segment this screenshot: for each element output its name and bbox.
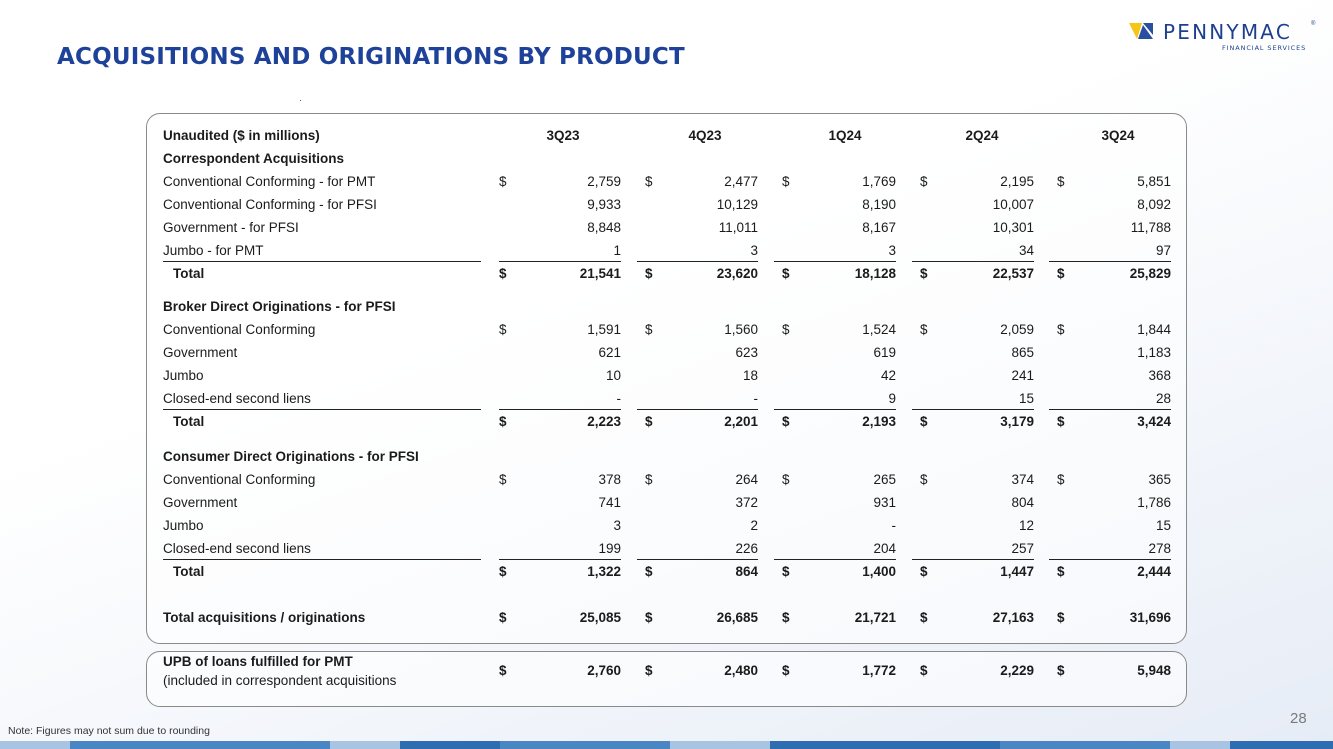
value-cell: 5,851 xyxy=(1137,174,1171,189)
value-cell: 1,786 xyxy=(1137,495,1171,510)
value-cell: 264 xyxy=(735,472,758,487)
table-row-label: Government xyxy=(163,345,238,360)
value-cell: 1,447 xyxy=(1000,564,1034,579)
currency-symbol: $ xyxy=(782,174,790,189)
value-underline xyxy=(637,409,758,410)
footnote: Note: Figures may not sum due to rounding xyxy=(8,725,210,737)
label-underline xyxy=(163,261,481,262)
value-cell: 3,424 xyxy=(1137,414,1171,429)
page-title: ACQUISITIONS AND ORIGINATIONS BY PRODUCT xyxy=(57,44,685,70)
value-underline xyxy=(774,261,896,262)
section-title-label: Broker Direct Originations - for PFSI xyxy=(163,299,396,314)
value-cell: 8,190 xyxy=(862,197,896,212)
currency-symbol: $ xyxy=(499,174,507,189)
value-cell: 1 xyxy=(613,243,621,258)
table-row xyxy=(0,241,1333,261)
total-row xyxy=(0,264,1333,284)
currency-symbol: $ xyxy=(645,322,653,337)
section-title xyxy=(0,297,1333,317)
value-cell: 1,400 xyxy=(862,564,896,579)
table-row xyxy=(0,366,1333,386)
value-cell: - xyxy=(891,518,896,533)
grand-total-row xyxy=(0,608,1333,628)
value-cell: 623 xyxy=(735,345,758,360)
currency-symbol: $ xyxy=(499,266,507,281)
table-row xyxy=(0,516,1333,536)
currency-symbol: $ xyxy=(1057,610,1065,625)
period-header: 3Q23 xyxy=(546,128,580,143)
currency-symbol: $ xyxy=(1057,322,1065,337)
total-row xyxy=(0,562,1333,582)
table-row xyxy=(0,218,1333,238)
pennymac-logo xyxy=(1129,20,1314,56)
pennymac-logo-icon xyxy=(1129,23,1153,39)
currency-symbol: $ xyxy=(920,663,928,678)
value-underline xyxy=(912,261,1034,262)
value-cell: 368 xyxy=(1148,368,1171,383)
currency-symbol: $ xyxy=(499,414,507,429)
section-title-label: Correspondent Acquisitions xyxy=(163,151,345,166)
total-row-label: Total xyxy=(173,266,205,281)
value-underline xyxy=(499,559,621,560)
value-cell: 1,591 xyxy=(587,322,621,337)
period-header: 3Q24 xyxy=(1101,128,1135,143)
table-row-label: Closed-end second liens xyxy=(163,541,311,556)
value-cell: 5,948 xyxy=(1137,663,1171,678)
value-cell: 2,229 xyxy=(1000,663,1034,678)
value-cell: 21,721 xyxy=(854,610,896,625)
value-underline xyxy=(912,559,1034,560)
table-row xyxy=(0,539,1333,559)
value-cell: 804 xyxy=(1011,495,1034,510)
table-row xyxy=(0,320,1333,340)
value-cell: 42 xyxy=(880,368,896,383)
table-row-label: Jumbo xyxy=(163,518,204,533)
page-number: 28 xyxy=(1290,710,1307,727)
value-cell: 265 xyxy=(873,472,896,487)
period-header: 4Q23 xyxy=(688,128,722,143)
currency-symbol: $ xyxy=(920,472,928,487)
value-cell: 931 xyxy=(873,495,896,510)
value-cell: - xyxy=(753,391,758,406)
value-cell: 374 xyxy=(1011,472,1034,487)
value-underline xyxy=(499,409,621,410)
value-underline xyxy=(637,261,758,262)
value-cell: 97 xyxy=(1155,243,1171,258)
table-row xyxy=(0,172,1333,192)
currency-symbol: $ xyxy=(782,414,790,429)
currency-symbol: $ xyxy=(645,414,653,429)
logo-wordmark: PENNYMAC xyxy=(1163,20,1292,44)
value-cell: 1,844 xyxy=(1137,322,1171,337)
currency-symbol: $ xyxy=(782,322,790,337)
value-cell: 864 xyxy=(735,564,758,579)
upb-label-line2: (included in correspondent acquisitions xyxy=(163,673,397,688)
total-row-label: Total xyxy=(173,414,205,429)
value-cell: 619 xyxy=(873,345,896,360)
value-cell: 22,537 xyxy=(992,266,1034,281)
section-title xyxy=(0,447,1333,467)
value-cell: 2,193 xyxy=(862,414,896,429)
currency-symbol: $ xyxy=(499,663,507,678)
currency-symbol: $ xyxy=(920,266,928,281)
currency-symbol: $ xyxy=(920,322,928,337)
value-cell: 10,129 xyxy=(716,197,758,212)
value-cell: 372 xyxy=(735,495,758,510)
value-cell: 10,007 xyxy=(992,197,1034,212)
value-cell: 3 xyxy=(888,243,896,258)
table-row xyxy=(0,343,1333,363)
value-cell: 21,541 xyxy=(579,266,621,281)
value-cell: 241 xyxy=(1011,368,1034,383)
value-cell: 9,933 xyxy=(587,197,621,212)
currency-symbol: $ xyxy=(645,564,653,579)
value-cell: 1,560 xyxy=(724,322,758,337)
currency-symbol: $ xyxy=(782,266,790,281)
value-cell: 2,444 xyxy=(1137,564,1171,579)
table-row xyxy=(0,389,1333,409)
value-cell: 2,223 xyxy=(587,414,621,429)
label-underline xyxy=(163,409,481,410)
currency-symbol: $ xyxy=(645,266,653,281)
value-underline xyxy=(499,261,621,262)
value-underline xyxy=(774,409,896,410)
grand-total-row-label: Total acquisitions / originations xyxy=(163,610,366,625)
value-cell: 2,201 xyxy=(724,414,758,429)
value-cell: 18 xyxy=(742,368,758,383)
table-row xyxy=(0,493,1333,513)
currency-symbol: $ xyxy=(782,610,790,625)
value-cell: 199 xyxy=(598,541,621,556)
value-cell: 8,092 xyxy=(1137,197,1171,212)
value-cell: 1,183 xyxy=(1137,345,1171,360)
value-cell: 1,769 xyxy=(862,174,896,189)
value-cell: 226 xyxy=(735,541,758,556)
value-cell: 15 xyxy=(1155,518,1171,533)
table-row xyxy=(0,195,1333,215)
table-row-label: Conventional Conforming xyxy=(163,472,316,487)
value-cell: 865 xyxy=(1011,345,1034,360)
footer-strip xyxy=(0,741,1333,749)
value-cell: 2,759 xyxy=(587,174,621,189)
value-cell: 2,760 xyxy=(587,663,621,678)
value-cell: 31,696 xyxy=(1129,610,1171,625)
currency-symbol: $ xyxy=(1057,564,1065,579)
value-cell: 1,524 xyxy=(862,322,896,337)
currency-symbol: $ xyxy=(499,472,507,487)
currency-symbol: $ xyxy=(1057,174,1065,189)
currency-symbol: $ xyxy=(1057,414,1065,429)
section-title-label: Consumer Direct Originations - for PFSI xyxy=(163,449,419,464)
stray-dot xyxy=(300,100,301,101)
table-row-label: Closed-end second liens xyxy=(163,391,311,406)
table-row-label: Conventional Conforming - for PMT xyxy=(163,174,376,189)
value-cell: 25,829 xyxy=(1129,266,1171,281)
value-cell: 3,179 xyxy=(1000,414,1034,429)
value-cell: 25,085 xyxy=(579,610,621,625)
value-cell: 11,011 xyxy=(718,220,758,235)
value-cell: 365 xyxy=(1148,472,1171,487)
value-cell: 8,167 xyxy=(862,220,896,235)
table-row-label: Government xyxy=(163,495,238,510)
value-underline xyxy=(774,559,896,560)
value-cell: 10 xyxy=(605,368,621,383)
value-cell: 34 xyxy=(1018,243,1034,258)
value-cell: 378 xyxy=(598,472,621,487)
currency-symbol: $ xyxy=(782,472,790,487)
currency-symbol: $ xyxy=(645,472,653,487)
value-cell: 27,163 xyxy=(992,610,1034,625)
currency-symbol: $ xyxy=(499,564,507,579)
value-cell: 278 xyxy=(1148,541,1171,556)
table-header-label: Unaudited ($ in millions) xyxy=(163,128,320,143)
value-underline xyxy=(912,409,1034,410)
value-underline xyxy=(1049,559,1171,560)
currency-symbol: $ xyxy=(920,414,928,429)
currency-symbol: $ xyxy=(782,564,790,579)
currency-symbol: $ xyxy=(499,610,507,625)
value-cell: 2,059 xyxy=(1000,322,1034,337)
currency-symbol: $ xyxy=(645,174,653,189)
table-row-label: Jumbo - for PMT xyxy=(163,243,264,258)
table-row xyxy=(0,470,1333,490)
value-cell: 741 xyxy=(598,495,621,510)
table-row-label: Conventional Conforming - for PFSI xyxy=(163,197,377,212)
currency-symbol: $ xyxy=(1057,663,1065,678)
label-underline xyxy=(163,559,481,560)
section-title xyxy=(0,149,1333,169)
currency-symbol: $ xyxy=(499,322,507,337)
value-cell: 3 xyxy=(750,243,758,258)
value-underline xyxy=(1049,409,1171,410)
value-cell: - xyxy=(616,391,621,406)
value-cell: 204 xyxy=(873,541,896,556)
logo-tagline: FINANCIAL SERVICES xyxy=(1222,44,1307,52)
value-cell: 26,685 xyxy=(716,610,758,625)
value-cell: 2,480 xyxy=(724,663,758,678)
currency-symbol: $ xyxy=(920,610,928,625)
value-cell: 1,772 xyxy=(862,663,896,678)
currency-symbol: $ xyxy=(645,610,653,625)
value-cell: 2,195 xyxy=(1000,174,1034,189)
currency-symbol: $ xyxy=(1057,472,1065,487)
logo-registered-mark: ® xyxy=(1311,21,1316,27)
value-cell: 8,848 xyxy=(587,220,621,235)
total-row xyxy=(0,412,1333,432)
period-header: 2Q24 xyxy=(965,128,999,143)
value-cell: 9 xyxy=(888,391,896,406)
total-row-label: Total xyxy=(173,564,205,579)
table-row-label: Conventional Conforming xyxy=(163,322,316,337)
currency-symbol: $ xyxy=(645,663,653,678)
currency-symbol: $ xyxy=(1057,266,1065,281)
upb-row xyxy=(0,654,1333,688)
value-cell: 15 xyxy=(1018,391,1034,406)
value-cell: 18,128 xyxy=(854,266,896,281)
table-row-label: Jumbo xyxy=(163,368,204,383)
value-cell: 1,322 xyxy=(587,564,621,579)
value-cell: 28 xyxy=(1155,391,1171,406)
value-underline xyxy=(637,559,758,560)
upb-label-line1: UPB of loans fulfilled for PMT xyxy=(163,654,353,669)
value-cell: 3 xyxy=(613,518,621,533)
value-cell: 23,620 xyxy=(716,266,758,281)
value-cell: 12 xyxy=(1018,518,1034,533)
value-cell: 2,477 xyxy=(724,174,758,189)
currency-symbol: $ xyxy=(920,174,928,189)
value-cell: 10,301 xyxy=(992,220,1034,235)
table-header-row xyxy=(0,126,1333,146)
value-underline xyxy=(1049,261,1171,262)
table-row-label: Government - for PFSI xyxy=(163,220,299,235)
value-cell: 11,788 xyxy=(1130,220,1171,235)
value-cell: 621 xyxy=(598,345,621,360)
value-cell: 257 xyxy=(1011,541,1034,556)
currency-symbol: $ xyxy=(782,663,790,678)
period-header: 1Q24 xyxy=(828,128,862,143)
currency-symbol: $ xyxy=(920,564,928,579)
value-cell: 2 xyxy=(750,518,758,533)
